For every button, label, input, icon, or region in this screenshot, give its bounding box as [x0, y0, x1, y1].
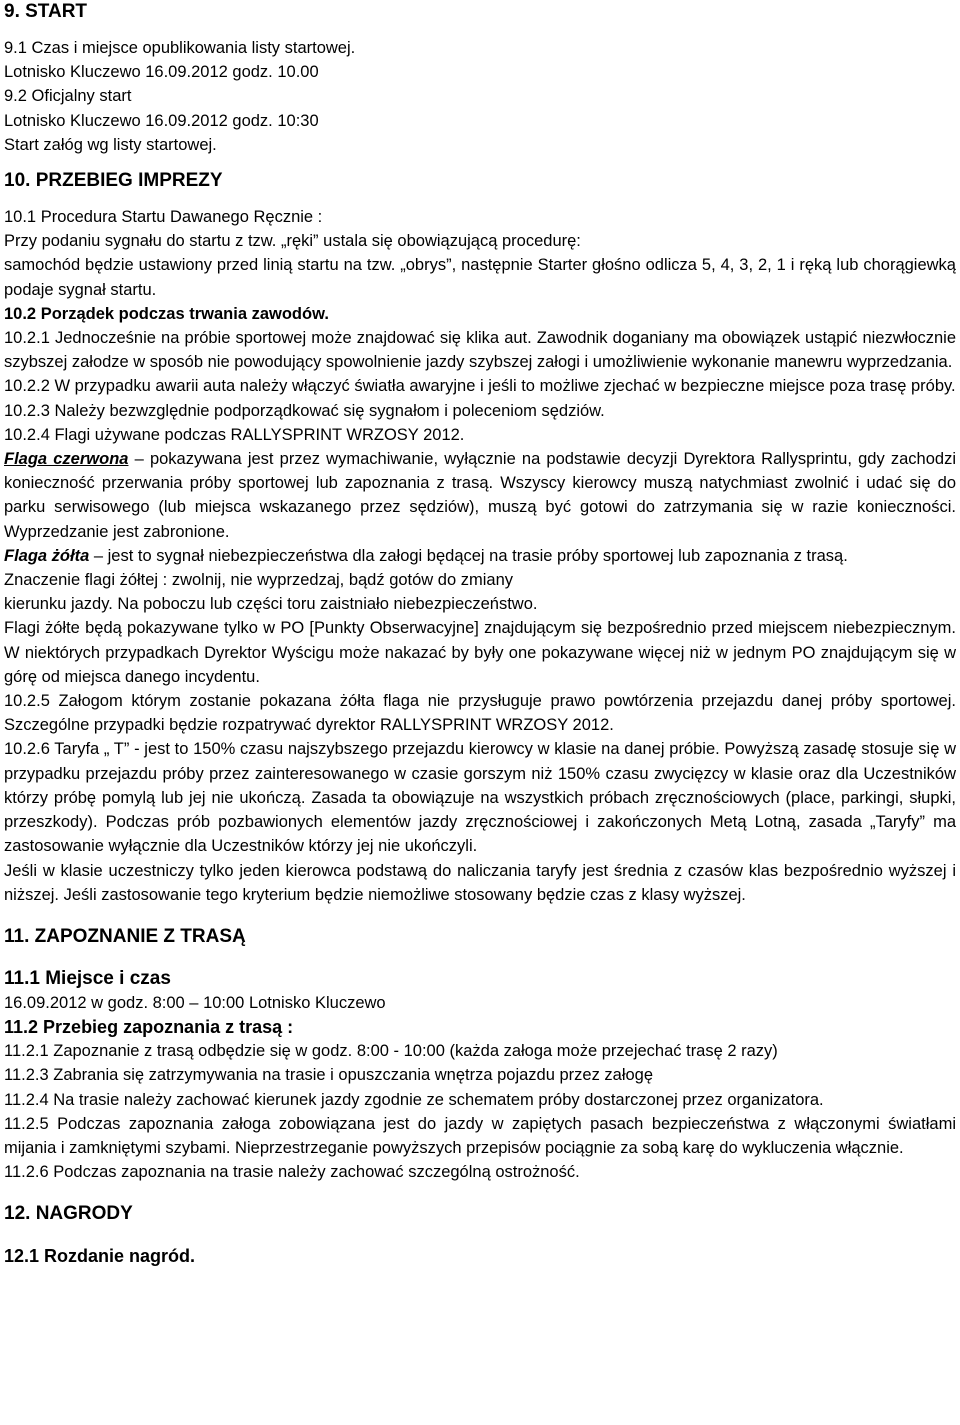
section-12-heading: 12. NAGRODY	[4, 1203, 133, 1225]
s12-1-heading: 12.1 Rozdanie nagród.	[4, 1246, 196, 1267]
yellow-flag-meaning: Znaczenie flagi żółtej : zwolnij, nie wyprzedzaj, bądź gotów do zmiany	[4, 571, 514, 590]
red-flag-text: – pokazywana jest przez wymachiwanie, wyłącznie na podstawie decyzji Dyrektora Rallysprintu, gdy zachodzi konieczność przerwania próby sportowej lub zapoznania z trasą. Wszyscy kierowcy muszą natychmiast zwolnić i udać się do parku serwisowego (lub miejsca wskazanego przez sędziów), muszą być gotowi do zatrzymania się w razie konieczności. Wyprzedzanie jest zabronione.	[4, 450, 956, 541]
s10-2-6: 10.2.6 Taryfa „ T” - jest to 150% czasu najszybszego przejazdu kierowcy w klasie na danej próbie. Powyższą zasadę stosuje się w przypadku przejazdu próby przez zainteresowanego w czasie gorszym niż 150% czasu zwycięzcy w klasie oraz dla Uczestników którzy próbę pomylą lub jej nie ukończą. Zasada ta obowiązuje na wszystkich próbach zręcznościowych (place, parkingi, słupki, przeszkody). Podczas prób pozbawionych elementów jazdy zręcznościowej i zakończonych Metą Lotną, zasada „Taryfy” ma zastosowanie wyłącznie dla Uczestników którzy jej nie ukończyli.	[4, 740, 956, 856]
yellow-flag-text: – jest to sygnał niebezpieczeństwa dla załogi będącej na trasie próby sportowej lub zapoznania z trasą.	[89, 546, 848, 565]
s10-1-body: Przy podaniu sygnału do startu z tzw. „ręki” ustala się obowiązującą procedurę:	[4, 232, 581, 251]
s9-line-2: Lotnisko Kluczewo 16.09.2012 godz. 10.00	[4, 63, 319, 82]
yellow-flag-paragraph	[4, 544, 956, 568]
s10-2-6-cont: Jeśli w klasie uczestniczy tylko jeden kierowca podstawą do naliczania taryfy jest średnia z czasów klas bezpośrednio wyższej i niższej. Jeśli zastosowanie tego kryterium będzie niemożliwe stosowany będzie czas z klasy wyższej.	[4, 861, 956, 904]
s9-line-3: 9.2 Oficjalny start	[4, 87, 132, 106]
section-10-heading: 10. PRZEBIEG IMPREZY	[4, 170, 223, 192]
section-11-heading: 11. ZAPOZNANIE Z TRASĄ	[4, 925, 246, 947]
section-9-heading: 9. START	[4, 1, 88, 22]
s10-2-3: 10.2.3 Należy bezwzględnie podporządkować się sygnałom i poleceniom sędziów.	[4, 401, 605, 420]
s10-2-4: 10.2.4 Flagi używane podczas RALLYSPRINT WRZOSY 2012.	[4, 425, 465, 444]
s11-1-line: 16.09.2012 w godz. 8:00 – 10:00 Lotnisko Kluczewo	[4, 993, 386, 1012]
document-page	[4, 0, 956, 1268]
s9-line-5: Start załóg wg listy startowej.	[4, 135, 217, 154]
s9-line-1: 9.1 Czas i miejsce opublikowania listy startowej.	[4, 39, 356, 57]
s10-1-title: 10.1 Procedura Startu Dawanego Ręcznie :	[4, 208, 323, 227]
s10-2-2: 10.2.2 W przypadku awarii auta należy włączyć światła awaryjne i jeśli to możliwe zjechać w bezpieczne miejsce poza trasę próby.	[4, 377, 956, 396]
yellow-flag-label: Flaga żółta	[4, 546, 90, 565]
s10-2-title: 10.2 Porządek podczas trwania zawodów.	[4, 304, 329, 323]
s10-1-body-2: samochód będzie ustawiony przed linią startu na tzw. „obrys”, następnie Starter głośno odlicza 5, 4, 3, 2, 1 i ręką lub chorągiewką podaje sygnał startu.	[4, 256, 956, 299]
s11-2-5: 11.2.5 Podczas zapoznania załoga zobowiązana jest do jazdy w zapiętych pasach bezpieczeństwa z włączonymi światłami mijania i zamkniętymi szybami. Nieprzestrzeganie powyższych przepisów pociągnie za sobą karę do wykluczenia włącznie.	[4, 1114, 956, 1157]
s11-1-heading: 11.1 Miejsce i czas	[4, 967, 171, 989]
s9-line-4: Lotnisko Kluczewo 16.09.2012 godz. 10:30	[4, 111, 319, 130]
s11-2-1: 11.2.1 Zapoznanie z trasą odbędzie się w godz. 8:00 - 10:00 (każda załoga może przejechać trasę 2 razy)	[4, 1042, 778, 1061]
red-flag-paragraph	[4, 447, 956, 544]
yellow-flag-observation-points: Flagi żółte będą pokazywane tylko w PO [Punkty Obserwacyjne] znajdującym się bezpośrednio przed miejscem niebezpiecznym. W niektórych przypadkach Dyrektor Wyścigu może nakazać by były one pokazywane więcej niż w jednym PO znajdującym się w górę od miejsca danego incydentu.	[4, 619, 956, 686]
s11-2-3: 11.2.3 Zabrania się zatrzymywania na trasie i opuszczania wnętrza pojazdu przez załogę	[4, 1066, 654, 1085]
s10-2-1: 10.2.1 Jednocześnie na próbie sportowej może znajdować się klika aut. Zawodnik doganiany ma obowiązek ustąpić niezwłocznie szybszej załodze w sposób nie powodujący spowolnienie jazdy szybszej załogi i umożliwienie wykonanie manewru wyprzedzania.	[4, 329, 956, 372]
s11-2-6: 11.2.6 Podczas zapoznania na trasie należy zachować szczególną ostrożność.	[4, 1163, 580, 1182]
yellow-flag-meaning-2: kierunku jazdy. Na poboczu lub części toru zaistniało niebezpieczeństwo.	[4, 595, 538, 614]
s10-2-5: 10.2.5 Załogom którym zostanie pokazana żółta flaga nie przysługuje prawo powtórzenia przejazdu danej próby sportowej. Szczególne przypadki będzie rozpatrywać dyrektor RALLYSPRINT WRZOSY 2012.	[4, 692, 956, 735]
red-flag-label: Flaga czerwona	[4, 450, 129, 469]
s11-2-heading: 11.2 Przebieg zapoznania z trasą :	[4, 1017, 294, 1038]
s11-2-4: 11.2.4 Na trasie należy zachować kierunek jazdy zgodnie ze schematem próby dostarczonej przez organizatora.	[4, 1090, 824, 1109]
